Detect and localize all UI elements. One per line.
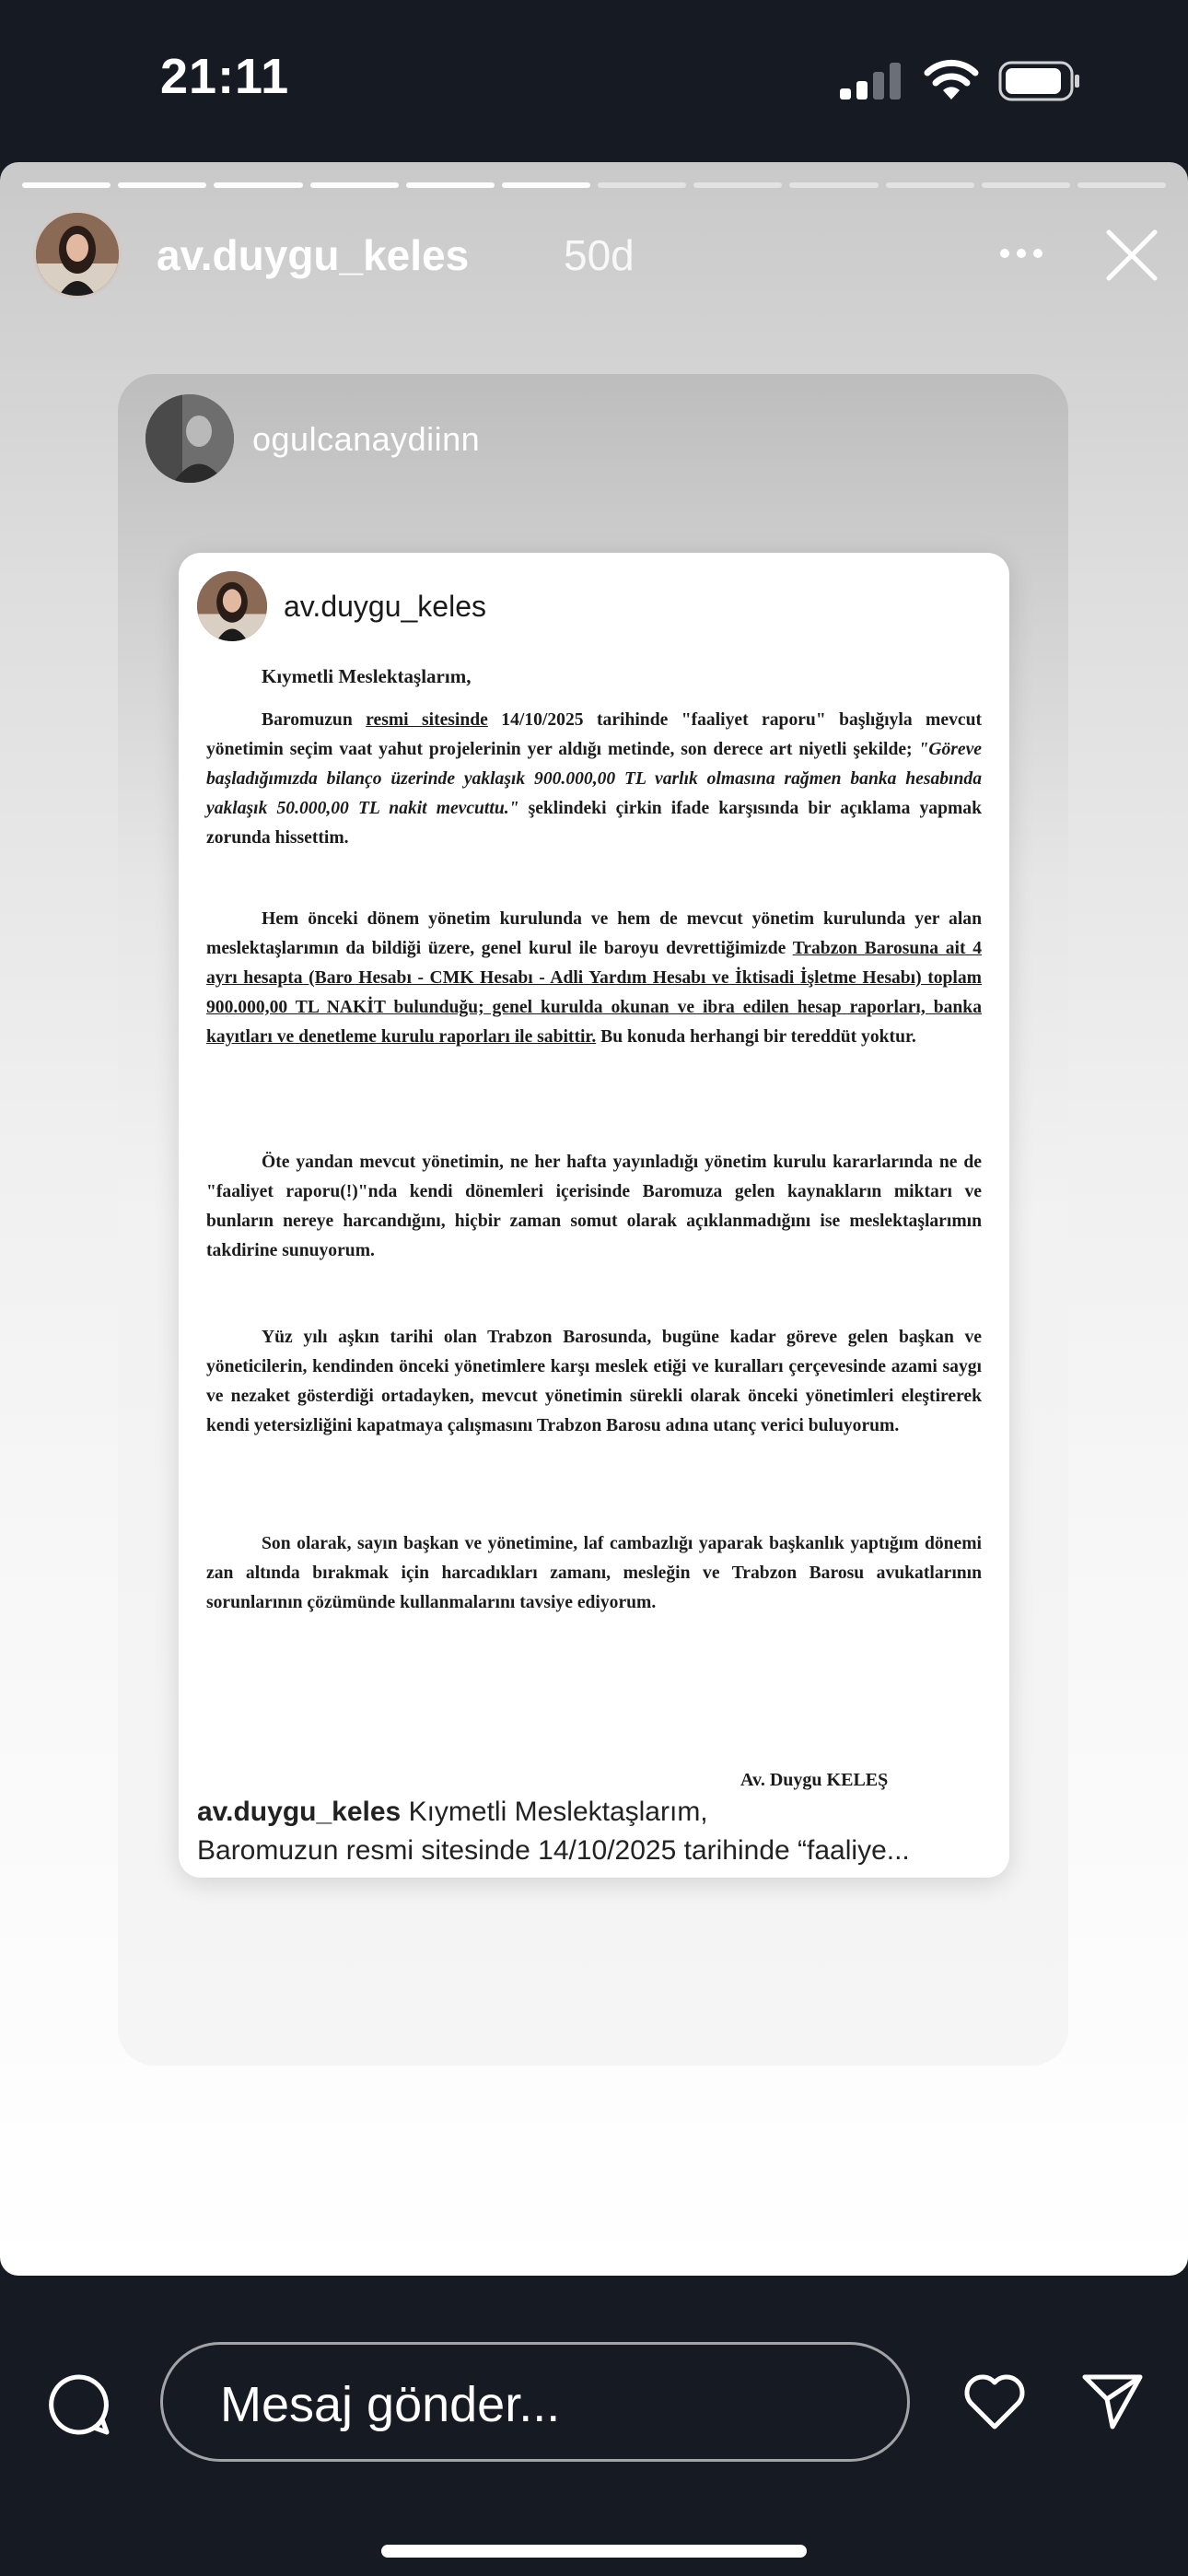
author-avatar[interactable] — [33, 210, 122, 299]
caption-username: av.duygu_keles — [197, 1797, 402, 1827]
progress-segment — [310, 182, 399, 188]
resharer-avatar[interactable] — [146, 394, 234, 483]
progress-segment — [214, 182, 302, 188]
story-progress-bar — [22, 182, 1166, 188]
progress-segment — [693, 182, 782, 188]
progress-segment — [982, 182, 1070, 188]
battery-icon — [998, 61, 1081, 101]
doc-paragraph-4: Yüz yılı aşkın tarihi olan Trabzon Barosunda, bugüne kadar göreve gelen başkan ve yöneticilerin, kendinden önceki yönetimlere karşı meslek etiği ve kuralları çerçevesinde azami saygı ve nezaket gösterdiği ortadayken, mevcut yönetimin sürekli olarak önceki yönetimleri eleştirerek kendi yetersizliğini kapatmaya çalışmasını Trabzon Barosu adına utanç verici buluyorum. — [206, 1328, 982, 1435]
doc-link-text: resmi sitesinde — [366, 710, 488, 730]
message-placeholder: Mesaj gönder... — [220, 2377, 561, 2432]
send-icon[interactable] — [1079, 2368, 1146, 2434]
progress-segment — [406, 182, 495, 188]
wifi-icon — [923, 59, 980, 101]
doc-quote: "Göreve başladığımızda bilanço üzerinde yaklaşık 900.000,00 TL varlık olmasına rağmen banka hesabında yaklaşık 50.000,00 TL nakit mevcuttu." — [206, 740, 982, 818]
caption-line-1: Kıymetli Meslektaşlarım, — [408, 1797, 708, 1827]
progress-segment — [22, 182, 111, 188]
progress-segment — [789, 182, 878, 188]
story-viewer[interactable] — [0, 162, 1188, 2276]
post-caption — [197, 1793, 995, 1870]
post-author-username: av.duygu_keles — [284, 590, 486, 623]
message-input[interactable] — [160, 2342, 910, 2462]
close-icon[interactable] — [1105, 228, 1159, 282]
status-bar — [0, 0, 1188, 162]
progress-segment — [502, 182, 590, 188]
doc-paragraph-1: Baromuzun resmi sitesinde 14/10/2025 tarihinde "faaliyet raporu" başlığıyla mevcut yönetimin seçim vaat yahut projelerinin yer aldığı metinde, son derece art niyetli şekilde; "Göreve başladığımızda bilanço üzerinde yaklaşık 900.000,00 TL varlık olmasına rağmen banka hesabında yaklaşık 50.000,00 TL nakit mevcuttu." şeklindeki çirkin ifade karşısında bir açıklama yapmak zorunda hissettim. — [206, 710, 982, 848]
signal-icon — [840, 63, 903, 100]
reply-bar — [0, 2276, 1188, 2576]
home-indicator[interactable] — [381, 2545, 807, 2558]
heart-icon[interactable] — [961, 2368, 1028, 2434]
author-username[interactable]: av.duygu_keles — [157, 231, 470, 279]
doc-salutation: Kıymetli Meslektaşlarım, — [262, 665, 472, 687]
post-card[interactable] — [179, 553, 1009, 1878]
more-icon[interactable] — [998, 247, 1044, 260]
doc-underlined-text: Trabzon Barosuna ait 4 ayrı hesapta (Baro Hesabı - CMK Hesabı - Adli Yardım Hesabı ve İktisadi İşletme Hesabı) toplam 900.000,00 TL NAKİT bulunduğu; genel kurulda okunan ve ibra edilen hesap raporları, banka kayıtları ve denetleme kurulu raporları ile sabittir. — [206, 939, 982, 1047]
story-timestamp: 50d — [564, 231, 635, 279]
resharer-username[interactable]: ogulcanaydiinn — [252, 420, 481, 458]
progress-segment — [118, 182, 206, 188]
status-time: 21:11 — [160, 49, 290, 104]
reshared-post[interactable] — [118, 374, 1068, 2066]
caption-line-2: Baromuzun resmi sitesinde 14/10/2025 tarihinde “faaliye... — [197, 1835, 910, 1866]
doc-paragraph-5: Son olarak, sayın başkan ve yönetimine, laf cambazlığı yaparak başkanlık yaptığım dönemi zan altında bırakmak için harcadıkları zamanı, mesleğin ve Trabzon Barosu avukatlarının sorunlarının çözümünde kullanmalarını tavsiye ediyorum. — [206, 1534, 982, 1612]
doc-paragraph-3: Öte yandan mevcut yönetimin, ne her hafta yayınladığı yönetim kurulu kararlarında ne de "faaliyet raporu(!)"nda kendi dönemleri içerisinde Baromuza gelen kaynakların miktarı ve bunların nereye harcandığını, hiçbir zaman somut olarak açıklanmadığını ise meslektaşlarımın takdirine sunuyorum. — [206, 1153, 982, 1260]
doc-signature: Av. Duygu KELEŞ — [740, 1770, 889, 1790]
doc-paragraph-2: Hem önceki dönem yönetim kurulunda ve hem de mevcut yönetim kurulunda yer alan meslektaşlarımın da bildiği üzere, genel kurul ile baroyu devrettiğimizde Trabzon Barosuna ait 4 ayrı hesapta (Baro Hesabı - CMK Hesabı - Adli Yardım Hesabı ve İktisadi İşletme Hesabı) toplam 900.000,00 TL NAKİT bulunduğu; genel kurulda okunan ve ibra edilen hesap raporları, banka kayıtları ve denetleme kurulu raporları ile sabittir. Bu konuda herhangi bir tereddüt yoktur. — [206, 909, 982, 1047]
progress-segment — [886, 182, 974, 188]
progress-segment — [1077, 182, 1166, 188]
progress-segment — [598, 182, 686, 188]
comment-icon[interactable] — [46, 2371, 112, 2438]
post-author-avatar — [197, 571, 267, 641]
